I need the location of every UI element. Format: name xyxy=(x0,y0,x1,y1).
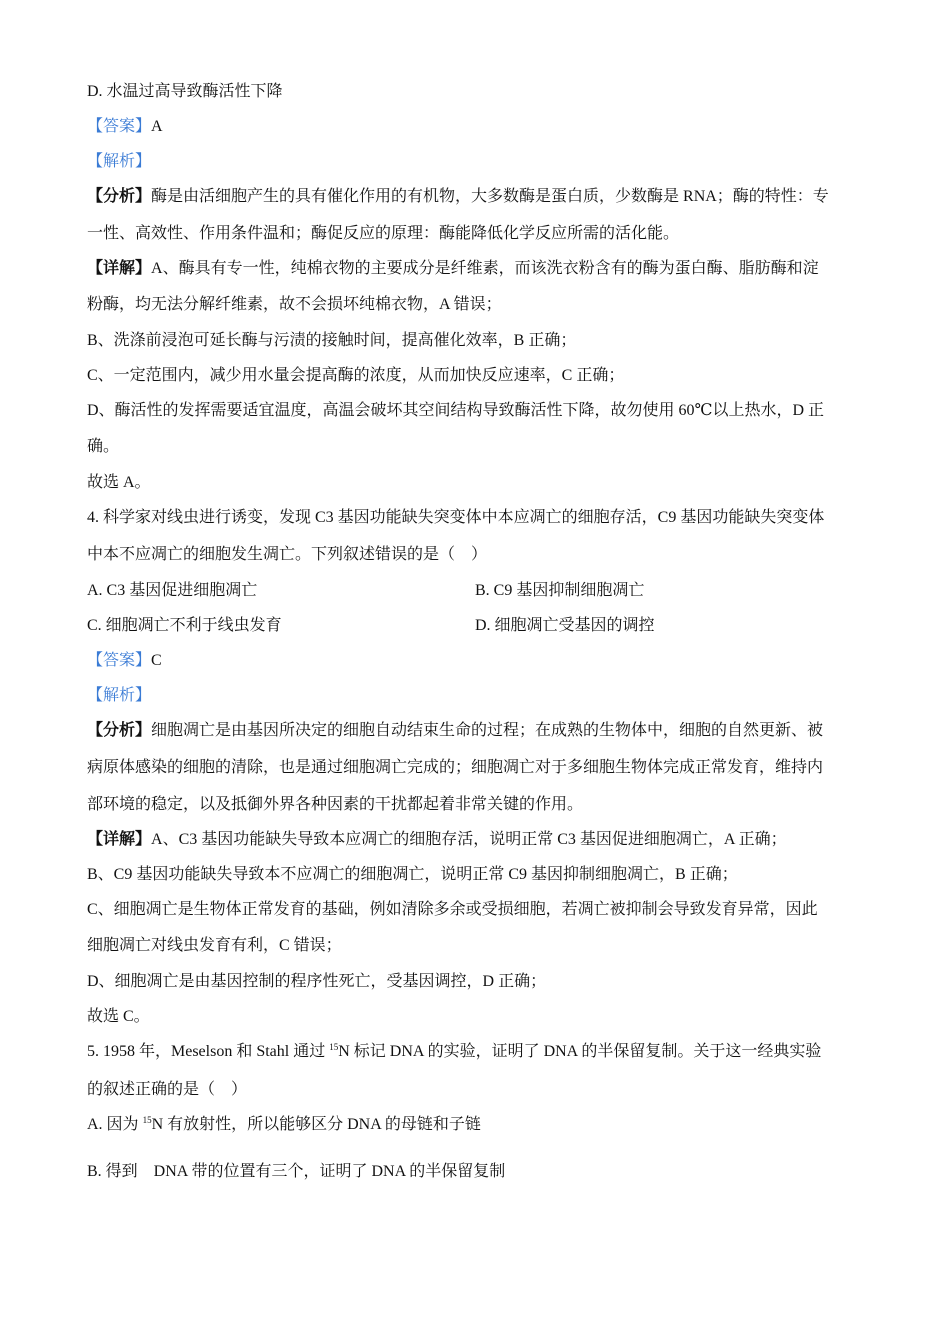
xiangjie-tag: 【详解】 xyxy=(87,260,152,277)
fenxi-tag: 【分析】 xyxy=(87,188,152,205)
q4-option-c: C. 细胞凋亡不利于线虫发育 xyxy=(87,617,282,634)
q3-fenxi-line-1 xyxy=(87,187,829,207)
q4-analysis-tag xyxy=(87,686,151,706)
q4-option-d: D. 细胞凋亡受基因的调控 xyxy=(475,617,655,634)
q4-option-b: B. C9 基因抑制细胞凋亡 xyxy=(475,582,645,599)
q3-analysis-tag xyxy=(87,152,151,172)
xiangjie-tag: 【详解】 xyxy=(87,831,152,848)
q4-detail-d: D、细胞凋亡是由基因控制的程序性死亡，受基因调控，D 正确； xyxy=(87,973,547,990)
q4-stem-line-1: 4. 科学家对线虫进行诱变，发现 C3 基因功能缺失突变体中本应凋亡的细胞存活，C9 基因功能缺失突变体 xyxy=(87,509,825,526)
isotope-superscript: 15 xyxy=(142,1115,152,1125)
xiangjie-text: A、酶具有专一性，纯棉衣物的主要成分是纤维素，而该洗衣粉含有的酶为蛋白酶、脂肪酶和淀 xyxy=(151,260,819,277)
q3-detail-d-line-2: 确。 xyxy=(87,438,120,455)
q4-option-a: A. C3 基因促进细胞凋亡 xyxy=(87,582,258,599)
q3-detail-c: C、一定范围内，减少用水量会提高酶的浓度，从而加快反应速率，C 正确； xyxy=(87,367,625,384)
q4-fenxi-line-3: 部环境的稳定，以及抵御外界各种因素的干扰都起着非常关键的作用。 xyxy=(87,796,584,813)
q3-detail-d-line-1: D、酶活性的发挥需要适宜温度，高温会破坏其空间结构导致酶活性下降，故勿使用 60℃以上热水，D 正 xyxy=(87,402,825,419)
q3-xiangjie-line-2: 粉酶，均无法分解纤维素，故不会损坏纯棉衣物，A 错误； xyxy=(87,296,502,313)
q3-detail-b: B、洗涤前浸泡可延长酶与污渍的接触时间，提高催化效率，B 正确； xyxy=(87,332,577,349)
q5-stem-line-2: 的叙述正确的是（ ） xyxy=(87,1081,248,1098)
option-a-post: N 有放射性，所以能够区分 DNA 的母链和子链 xyxy=(151,1116,481,1133)
q4-answer-line xyxy=(87,651,162,671)
option-a-pre: A. 因为 xyxy=(87,1116,143,1133)
q4-detail-c-line-1: C、细胞凋亡是生物体正常发育的基础，例如清除多余或受损细胞，若凋亡被抑制会导致发育异常，因此 xyxy=(87,901,818,918)
answer-tag: 【答案】 xyxy=(87,652,152,669)
fenxi-text: 酶是由活细胞产生的具有催化作用的有机物，大多数酶是蛋白质，少数酶是 RNA；酶的特性：专 xyxy=(151,188,829,205)
q3-conclusion: 故选 A。 xyxy=(87,474,151,491)
q3-option-d: D. 水温过高导致酶活性下降 xyxy=(87,83,283,100)
answer-tag: 【答案】 xyxy=(87,118,152,135)
q3-fenxi-line-2: 一性、高效性、作用条件温和；酶促反应的原理：酶能降低化学反应所需的活化能。 xyxy=(87,225,680,242)
q4-stem-line-2: 中本不应凋亡的细胞发生凋亡。下列叙述错误的是（ ） xyxy=(87,546,488,563)
fenxi-tag: 【分析】 xyxy=(87,722,152,739)
answer-value: C xyxy=(151,652,162,669)
q4-conclusion: 故选 C。 xyxy=(87,1008,150,1025)
q5-option-a xyxy=(87,1115,481,1135)
q3-xiangjie-line-1 xyxy=(87,259,819,279)
stem-text-pre: 5. 1958 年，Meselson 和 Stahl 通过 xyxy=(87,1043,330,1060)
q4-fenxi-line-2: 病原体感染的细胞的清除，也是通过细胞凋亡完成的；细胞凋亡对于多细胞生物体完成正常发育，维持内 xyxy=(87,759,824,776)
analysis-tag: 【解析】 xyxy=(87,687,152,704)
q4-detail-c-line-2: 细胞凋亡对线虫发育有利，C 错误； xyxy=(87,937,342,954)
q5-option-b: B. 得到 DNA 带的位置有三个，证明了 DNA 的半保留复制 xyxy=(87,1163,506,1180)
q4-detail-b: B、C9 基因功能缺失导致本不应凋亡的细胞凋亡，说明正常 C9 基因抑制细胞凋亡，B 正确； xyxy=(87,866,738,883)
q4-fenxi-line-1 xyxy=(87,721,823,741)
answer-value: A xyxy=(151,118,163,135)
xiangjie-text: A、C3 基因功能缺失导致本应凋亡的细胞存活，说明正常 C3 基因促进细胞凋亡，A 正确； xyxy=(151,831,787,848)
q4-xiangjie-line-1 xyxy=(87,830,787,850)
q3-answer-line xyxy=(87,117,163,137)
stem-text-post: N 标记 DNA 的实验，证明了 DNA 的半保留复制。关于这一经典实验 xyxy=(338,1043,822,1060)
isotope-superscript: 15 xyxy=(329,1042,339,1052)
q5-stem-line-1 xyxy=(87,1042,821,1062)
fenxi-text: 细胞凋亡是由基因所决定的细胞自动结束生命的过程；在成熟的生物体中，细胞的自然更新、被 xyxy=(151,722,824,739)
analysis-tag: 【解析】 xyxy=(87,153,152,170)
